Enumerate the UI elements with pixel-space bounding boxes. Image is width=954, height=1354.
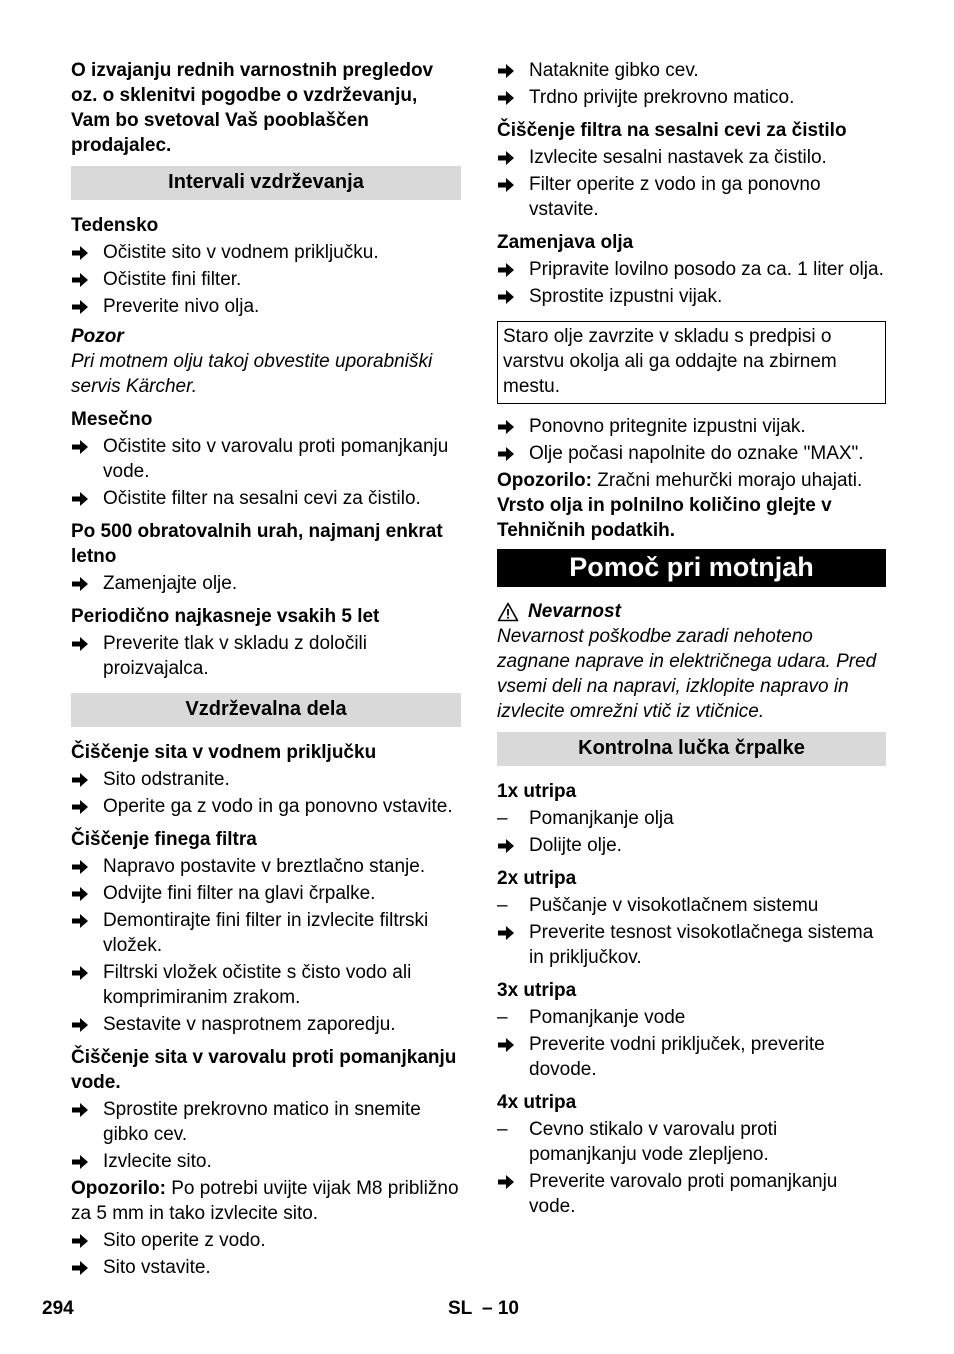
list-item [497,1032,886,1082]
arrow-right-icon [71,886,89,902]
cause-text: Puščanje v visokotlačnem sistemu [529,895,819,916]
list-item [71,240,461,265]
list-item [497,172,886,222]
blink1-actions [497,833,886,858]
list-item [497,145,886,170]
list-item-text: Sprostite izpustni vijak. [529,286,723,307]
list-item [497,414,886,439]
bullet-marker [497,833,519,854]
oil-note [497,468,886,493]
dash-marker: – [497,1119,508,1140]
arrow-right-icon [71,1102,89,1118]
bullet-marker [71,1097,93,1118]
arrow-right-icon [71,913,89,929]
arrow-right-icon [497,925,515,941]
section-page: – 10 [482,1298,519,1319]
bullet-marker [71,434,93,455]
bullet-marker [71,1012,93,1033]
list-item-text: Zamenjajte olje. [103,573,238,594]
list-item-text: Sito operite z vodo. [103,1230,266,1251]
list-item [71,571,461,596]
list-item [71,1228,461,1253]
list-item [71,294,461,319]
list-item [497,1169,886,1219]
arrow-right-icon [71,1233,89,1249]
list-item-text: Sito odstranite. [103,769,230,790]
list-item [497,284,886,309]
bullet-marker [497,257,519,278]
list-item-text: Izvlecite sito. [103,1151,212,1172]
arrow-right-icon [71,576,89,592]
arrow-right-icon [71,772,89,788]
arrow-right-icon [497,419,515,435]
note-label: Opozorilo: [71,1178,166,1199]
bullet-marker [71,767,93,788]
list-item-text: Sprostite prekrovno matico in snemite gibko cev. [103,1099,421,1145]
subheading-clean-sieve: Čiščenje sita v vodnem priključku [71,742,377,763]
left-column [71,58,461,1282]
dash-marker: – [497,1007,508,1028]
list-item [497,58,886,83]
danger-header [497,599,886,624]
arrow-right-icon [497,446,515,462]
list-item [71,434,461,484]
list-item-text: Operite ga z vodo in ga ponovno vstavite. [103,796,453,817]
cause-text: Pomanjkanje vode [529,1007,686,1028]
bullet-marker [497,441,519,462]
arrow-right-icon [71,799,89,815]
list-item-text: Napravo postavite v breztlačno stanje. [103,856,426,877]
subheading-monthly: Mesečno [71,409,153,430]
top-list [497,58,886,110]
bullet-marker [497,58,519,79]
blink2-actions [497,920,886,970]
cause-item [497,806,886,831]
arrow-right-icon [71,1154,89,1170]
list-item-text: Odvijte fini filter na glavi črpalke. [103,883,376,904]
dash-marker: – [497,895,508,916]
list-item [71,631,461,681]
subheading-weekly: Tedensko [71,215,159,236]
arrow-right-icon [497,1174,515,1190]
list-item-text: Trdno privijte prekrovno matico. [529,87,795,108]
arrow-right-icon [497,150,515,166]
cause-item [497,1117,886,1167]
fine-filter-list [71,854,461,1037]
arrow-right-icon [71,439,89,455]
list-item [497,833,886,858]
list-item-text: Filtrski vložek očistite s čisto vodo ali komprimiranim zrakom. [103,962,412,1008]
subheading-sieve-guard: Čiščenje sita v varovalu proti pomanjkanju vode. [71,1047,457,1093]
list-item-text: Filter operite z vodo in ga ponovno vstavite. [529,174,821,220]
dash-marker: – [497,808,508,829]
language-code: SL [448,1298,473,1319]
subheading-fine-filter: Čiščenje finega filtra [71,829,257,850]
arrow-right-icon [71,272,89,288]
list-item-text: Izvlecite sesalni nastavek za čistilo. [529,147,827,168]
bullet-marker [497,145,519,166]
cause-item [497,893,886,918]
list-item-text: Preverite tlak v skladu z določili proizvajalca. [103,633,367,679]
oil-change-list-b [497,414,886,466]
bullet-marker [71,240,93,261]
list-item [497,920,886,970]
list-item-text: Očistite fini filter. [103,269,242,290]
list-item [71,486,461,511]
subheading-500-hours: Po 500 obratovalnih urah, najmanj enkrat letno [71,521,443,567]
arrow-right-icon [71,965,89,981]
clean-sieve-list [71,767,461,819]
list-item [71,854,461,879]
list-item [71,267,461,292]
arrow-right-icon [71,1260,89,1276]
bullet-marker [71,1149,93,1170]
list-item-text: Preverite varovalo proti pomanjkanju vode. [529,1171,838,1217]
list-item-text: Sestavite v nasprotnem zaporedju. [103,1014,396,1035]
subheading-4x: 4x utripa [497,1092,577,1113]
arrow-right-icon [497,262,515,278]
list-item [71,1012,461,1037]
arrow-right-icon [497,289,515,305]
bullet-marker [71,571,93,592]
subheading-oil-change: Zamenjava olja [497,232,634,253]
list-item-text: Olje počasi napolnite do oznake "MAX". [529,443,864,464]
list-item [497,257,886,282]
list-item [71,1255,461,1280]
bullet-marker [71,267,93,288]
list-item [497,85,886,110]
arrow-right-icon [497,63,515,79]
list-item-text: Dolijte olje. [529,835,622,856]
monthly-list [71,434,461,511]
bullet-marker [71,908,93,929]
blink2-cause [497,893,886,918]
arrow-right-icon [497,838,515,854]
bullet-marker [71,1255,93,1276]
weekly-list [71,240,461,319]
bullet-marker [497,1169,519,1190]
sieve-guard-list-b [71,1228,461,1280]
periodic-list [71,631,461,681]
warning-triangle-icon [497,602,519,622]
arrow-right-icon [497,90,515,106]
section-heading-maintenance-works: Vzdrževalna dela [71,693,461,727]
sieve-guard-list-a [71,1097,461,1174]
danger-title: Nevarnost [528,601,621,622]
bullet-marker [71,294,93,315]
arrow-right-icon [71,245,89,261]
suction-filter-list [497,145,886,222]
intro-text: O izvajanju rednih varnostnih pregledov oz. o sklenitvi pogodbe o vzdrževanju, Vam bo svetoval Vaš pooblaščen prodajalec. [71,60,434,156]
subheading-suction-filter: Čiščenje filtra na sesalni cevi za čistilo [497,120,847,141]
note-text: Po potrebi uvijte vijak M8 približno za 5 mm in tako izvlecite sito. [71,1178,459,1224]
list-item [71,881,461,906]
page-number: 294 [42,1298,74,1319]
arrow-right-icon [71,1017,89,1033]
bullet-marker [71,1228,93,1249]
subheading-periodic: Periodično najkasneje vsakih 5 let [71,606,380,627]
list-item-text: Pripravite lovilno posodo za ca. 1 liter olja. [529,259,884,280]
blink4-actions [497,1169,886,1219]
bullet-marker [497,284,519,305]
bullet-marker [497,85,519,106]
list-item-text: Očistite sito v vodnem priključku. [103,242,379,263]
bullet-marker [497,920,519,941]
list-item-text: Očistite filter na sesalni cevi za čistilo. [103,488,421,509]
hours500-list [71,571,461,596]
caution-title: Pozor [71,326,124,347]
list-item [71,908,461,958]
list-item [71,960,461,1010]
bullet-marker [71,631,93,652]
bullet-marker [71,794,93,815]
list-item-text: Preverite nivo olja. [103,296,260,317]
section-heading-pump-light: Kontrolna lučka črpalke [497,732,886,766]
subheading-2x: 2x utripa [497,868,577,889]
right-column [497,58,886,1221]
oil-note-text: Zračni mehurčki morajo uhajati. [591,470,863,491]
section-heading-troubleshooting: Pomoč pri motnjah [497,549,886,587]
list-item [71,1149,461,1174]
caution-text: Pri motnem olju takoj obvestite uporabniški servis Kärcher. [71,351,433,397]
blink3-cause [497,1005,886,1030]
blink4-cause [497,1117,886,1167]
bullet-marker [497,414,519,435]
bullet-marker [497,1032,519,1053]
list-item-text: Demontirajte fini filter in izvlecite filtrski vložek. [103,910,429,956]
blink1-cause [497,806,886,831]
oil-disposal-notice: Staro olje zavrzite v skladu s predpisi o varstvu okolja ali ga oddajte na zbirnem mestu. [497,321,886,404]
cause-item [497,1005,886,1030]
arrow-right-icon [497,1037,515,1053]
sieve-guard-note [71,1176,461,1226]
list-item [497,441,886,466]
oil-note-label: Opozorilo: [497,470,592,491]
section-heading-intervals: Intervali vzdrževanja [71,166,461,200]
blink3-actions [497,1032,886,1082]
subheading-1x: 1x utripa [497,781,577,802]
arrow-right-icon [71,859,89,875]
oil-change-list-a [497,257,886,309]
list-item [71,1097,461,1147]
danger-text: Nevarnost poškodbe zaradi nehoteno zagnane naprave in električnega udara. Pred vsemi deli na napravi, izklopite napravo in izvlecite omrežni vtič iz vtičnice. [497,626,877,722]
list-item-text: Nataknite gibko cev. [529,60,699,81]
bullet-marker [71,854,93,875]
list-item [71,794,461,819]
arrow-right-icon [71,491,89,507]
arrow-right-icon [71,636,89,652]
arrow-right-icon [71,299,89,315]
bullet-marker [71,486,93,507]
bullet-marker [71,960,93,981]
subheading-3x: 3x utripa [497,980,577,1001]
bullet-marker [71,881,93,902]
arrow-right-icon [497,177,515,193]
list-item-text: Preverite tesnost visokotlačnega sistema in priključkov. [529,922,874,968]
bullet-marker [497,172,519,193]
list-item-text: Ponovno pritegnite izpustni vijak. [529,416,806,437]
cause-text: Cevno stikalo v varovalu proti pomanjkanju vode zlepljeno. [529,1119,778,1165]
list-item-text: Očistite sito v varovalu proti pomanjkanju vode. [103,436,449,482]
list-item [71,767,461,792]
oil-bold-note: Vrsto olja in polnilno količino glejte v Tehničnih podatkih. [497,495,832,541]
cause-text: Pomanjkanje olja [529,808,674,829]
list-item-text: Preverite vodni priključek, preverite dovode. [529,1034,825,1080]
list-item-text: Sito vstavite. [103,1257,211,1278]
